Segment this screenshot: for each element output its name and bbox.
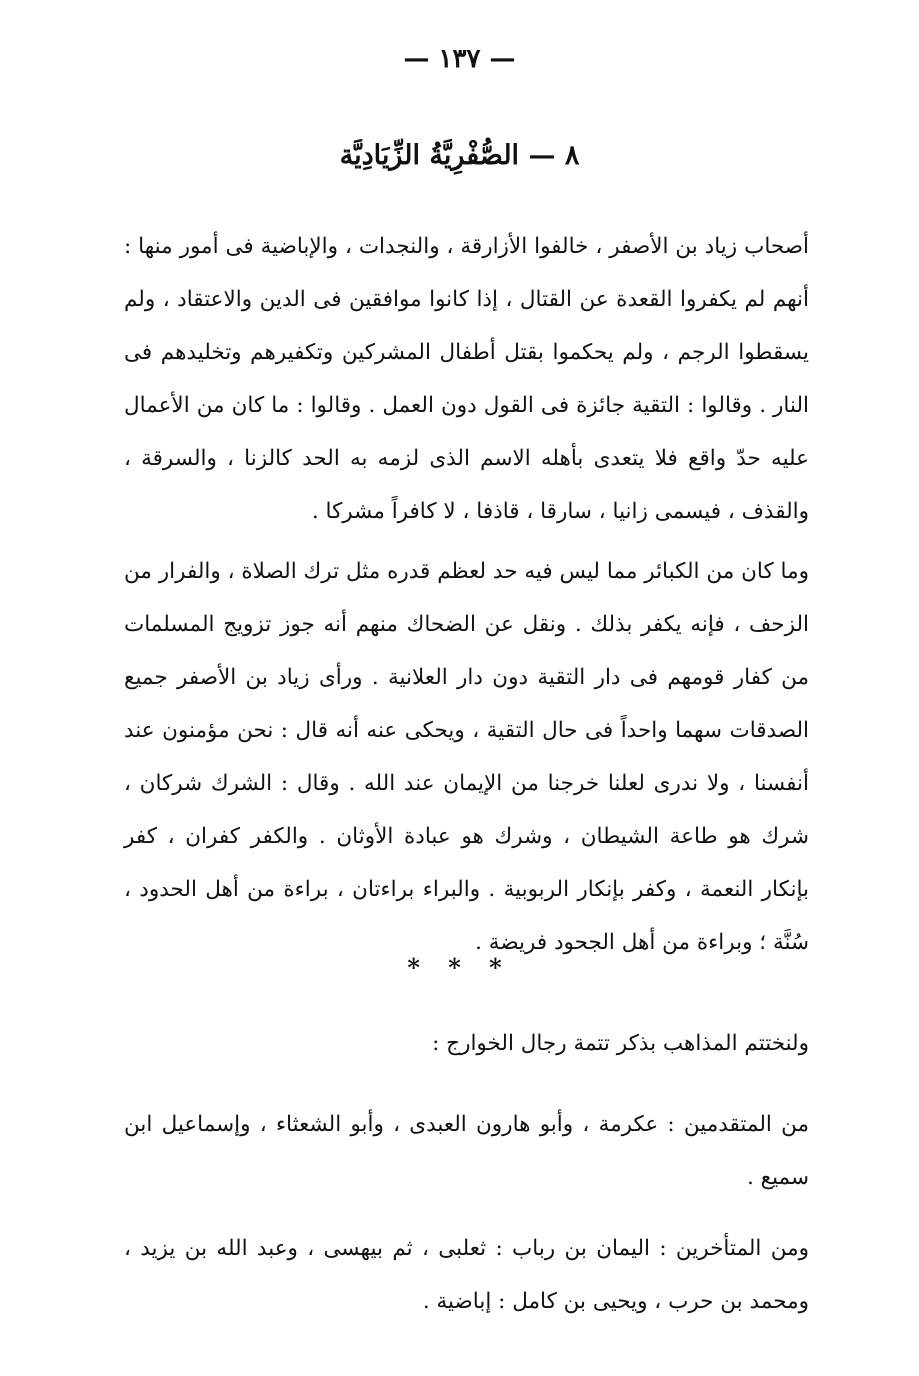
paragraph-sufriyya-beliefs: وما كان من الكبائر مما ليس فيه حد لعظم قدره مثل ترك الصلاة ، والفرار من الزحف ، فإنه يكفر بذلك . ونقل عن الضحاك منهم أنه جوز تزويج المسلمات من كفار قومهم فى دار التقية دون دار العلانية . ورأى زياد بن الأصفر جميع الصدقات سهما واحداً فى حال التقية ، ويحكى عنه أنه قال : نحن مؤمنون عند أنفسنا ، ولا ندرى لعلنا خرجنا من الإيمان عند الله . وقال : الشرك شركان ، شرك هو طاعة الشيطان ، وشرك هو عبادة الأوثان . والكفر كفران ، كفر بإنكار النعمة ، وكفر بإنكار الربوبية . والبراء براءتان ، براءة من أهل الحدود ، سُنَّة ؛ وبراءة من أهل الجحود فريضة . [124,559,810,955]
paragraph-khawarij-men-intro: ولنختتم المذاهب بذكر تتمة رجال الخوارج : [432,1031,809,1056]
page-number: — ١٣٧ — [403,44,516,74]
paragraph-later-khawarij: ومن المتأخرين : اليمان بن رباب : ثعلبى ، ثم بيهسى ، وعبد الله بن يزيد ، ومحمد بن حرب ، ويحيى بن كامل : إباضية . [124,1236,809,1314]
section-separator: * * * [407,953,512,982]
section-title: ٨ — الصُّفْرِيَّةُ الزِّيَادِيَّة [339,140,580,171]
paragraph-early-khawarij: من المتقدمين : عكرمة ، وأبو هارون العبدى ، وأبو الشعثاء ، وإسماعيل ابن سميع . [124,1112,809,1190]
paragraph-sufriyya-intro: أصحاب زياد بن الأصفر ، خالفوا الأزارقة ، والنجدات ، والإباضية فى أمور منها : أنهم لم يكفروا القعدة عن القتال ، إذا كانوا موافقين فى الدين والاعتقاد ، ولم يسقطوا الرجم ، ولم يحكموا بقتل أطفال المشركين وتكفيرهم وتخليدهم فى النار . وقالوا : التقية جائزة فى القول دون العمل . وقالوا : ما كان من الأعمال عليه حدّ واقع فلا يتعدى بأهله الاسم الذى لزمه به الحد كالزنا ، والسرقة ، والقذف ، فيسمى زانيا ، سارقا ، قاذفا ، لا كافراً مشركا . [124,234,809,524]
